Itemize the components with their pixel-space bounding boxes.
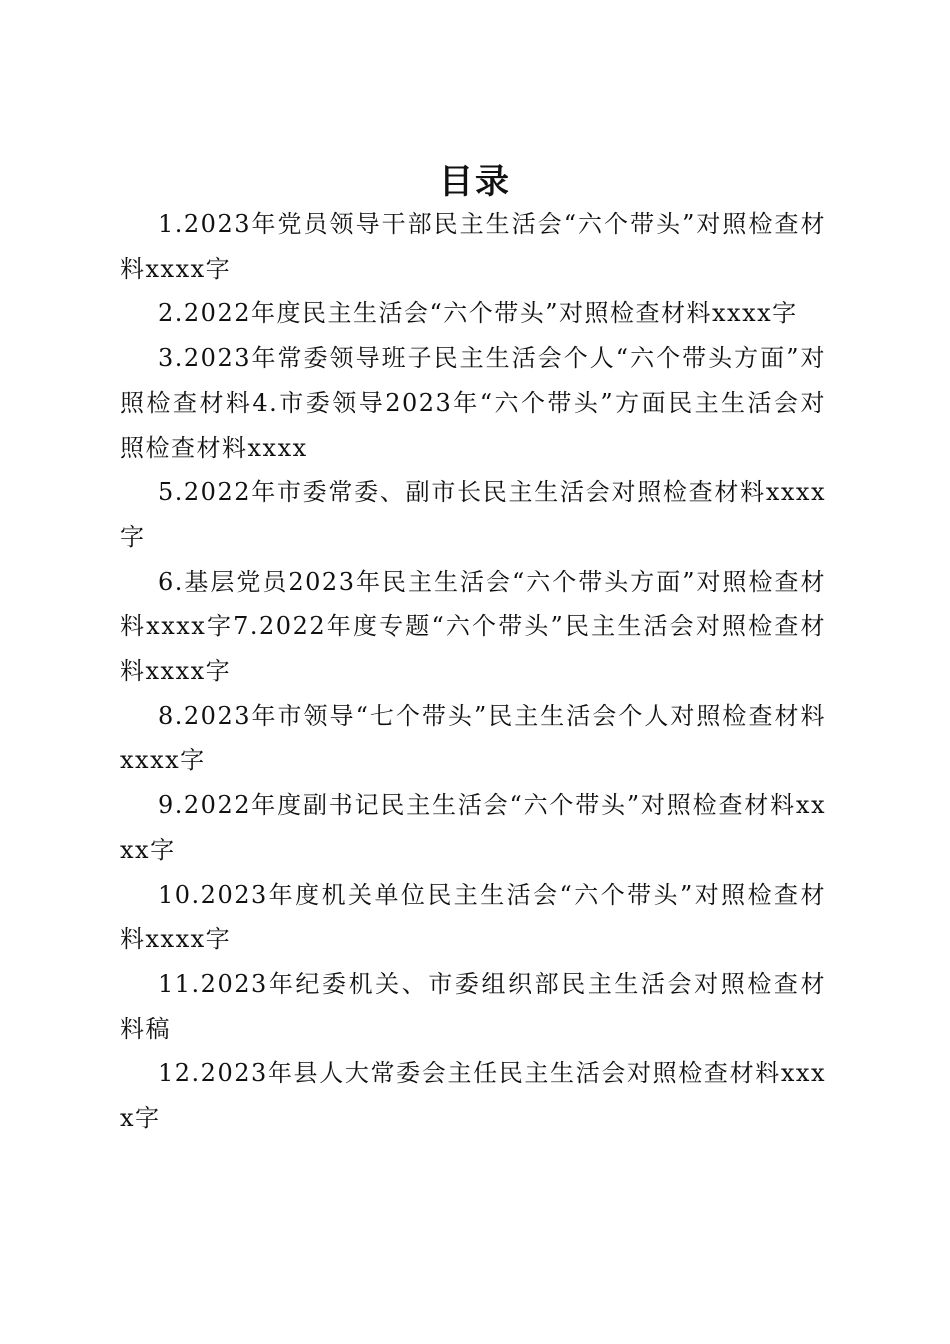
toc-entry-6: 6.基层党员2023年民主生活会“六个带头方面”对照检查材料xxxx字7.2022年度专题“六个带头”民主生活会对照检查材料xxxx字	[120, 567, 826, 686]
page-title: 目录	[439, 161, 511, 202]
toc-entry-3: 3.2023年常委领导班子民主生活会个人“六个带头方面”对照检查材料4.市委领导2023年“六个带头”方面民主生活会对照检查材料xxxx	[120, 344, 826, 462]
toc-entry-5: 5.2022年市委常委、副市长民主生活会对照检查材料xxxx字	[120, 478, 826, 551]
toc-entry-1: 1.2023年党员领导干部民主生活会“六个带头”对照检查材料xxxx字	[120, 210, 826, 283]
toc-entry-2: 2.2022年度民主生活会“六个带头”对照检查材料xxxx字	[158, 299, 798, 328]
toc-entry-11: 11.2023年纪委机关、市委组织部民主生活会对照检查材料稿	[120, 969, 826, 1043]
toc-entry-12: 12.2023年县人大常委会主任民主生活会对照检查材料xxxx字	[120, 1059, 826, 1133]
toc-entry-9: 9.2022年度副书记民主生活会“六个带头”对照检查材料xxxx字	[120, 791, 826, 864]
table-of-contents	[120, 202, 826, 1141]
toc-entry-10: 10.2023年度机关单位民主生活会“六个带头”对照检查材料xxxx字	[120, 880, 826, 954]
toc-entry-8: 8.2023年市领导“七个带头”民主生活会个人对照检查材料xxxx字	[120, 701, 826, 775]
